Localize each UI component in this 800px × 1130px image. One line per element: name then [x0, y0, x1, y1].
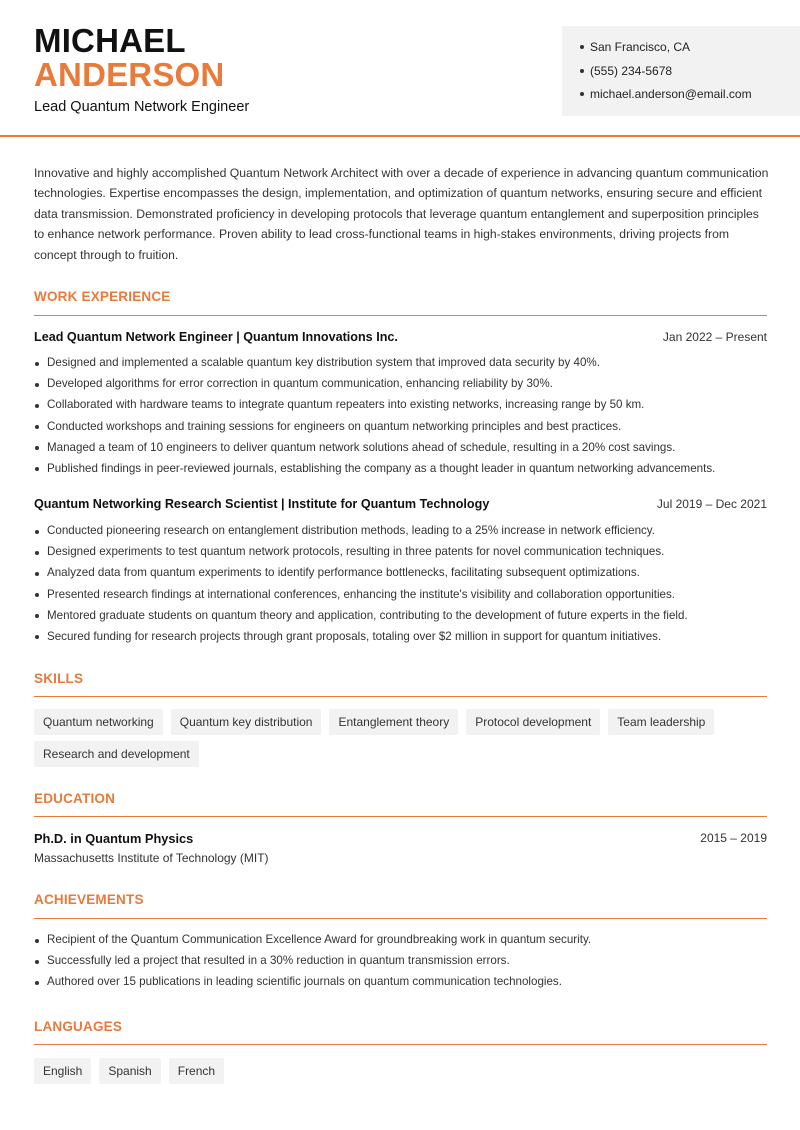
education-school: Massachusetts Institute of Technology (MIT) [34, 851, 269, 865]
language-chip: Spanish [99, 1058, 160, 1084]
job-2-dates: Jul 2019 – Dec 2021 [656, 497, 767, 511]
contact-email: michael.anderson@email.com [580, 86, 800, 110]
list-item: Designed and implemented a scalable quantum key distribution system that improved data security by 40%. [34, 355, 774, 376]
section-divider [34, 696, 767, 697]
job-title: Lead Quantum Network Engineer [34, 99, 250, 115]
section-divider [34, 1044, 767, 1045]
skills-heading: SKILLS [34, 671, 84, 686]
job-1-heading: Lead Quantum Network Engineer | Quantum Innovations Inc. [34, 330, 398, 344]
list-item: Published findings in peer-reviewed journals, establishing the company as a thought leader in quantum networking advancements. [34, 461, 774, 482]
section-divider [34, 315, 767, 316]
last-name: ANDERSON [34, 56, 225, 93]
list-item: Designed experiments to test quantum network protocols, resulting in three patents for novel communication techniques. [34, 544, 774, 565]
summary: Innovative and highly accomplished Quantum Network Architect with over a decade of experience in advancing quantum communication technologies. Expertise encompasses the design, implementation, and optimization of quantum networks, ensuring secure and efficient data transmission. Demonstrated proficiency in developing protocols that leverage quantum entanglement and superposition principles to enhance network performance. Proven ability to lead cross-functional teams in high-stakes environments, driving projects from concept through to fruition. [34, 166, 769, 262]
list-item: Mentored graduate students on quantum theory and application, contributing to the development of future experts in the field. [34, 608, 774, 629]
skill-chip: Quantum networking [34, 709, 163, 735]
language-chip: French [169, 1058, 224, 1084]
achievements-heading: ACHIEVEMENTS [34, 892, 144, 907]
contact-box [562, 26, 800, 116]
list-item: Analyzed data from quantum experiments to identify performance bottlenecks, facilitating subsequent optimizations. [34, 565, 774, 586]
job-1-bullets [34, 355, 774, 482]
languages-list [34, 1058, 774, 1084]
work-experience-heading: WORK EXPERIENCE [34, 289, 171, 304]
list-item: Conducted workshops and training sessions for engineers on quantum networking principles and best practices. [34, 419, 774, 440]
list-item: Recipient of the Quantum Communication Excellence Award for groundbreaking work in quantum security. [34, 932, 774, 953]
list-item: Managed a team of 10 engineers to deliver quantum network solutions ahead of schedule, resulting in a 20% cost savings. [34, 440, 774, 461]
list-item: Presented research findings at international conferences, enhancing the institute's visibility and collaboration opportunities. [34, 587, 774, 608]
skill-chip: Protocol development [466, 709, 600, 735]
education-dates: 2015 – 2019 [700, 831, 767, 845]
skill-chip: Research and development [34, 741, 199, 767]
list-item: Successfully led a project that resulted in a 30% reduction in quantum transmission errors. [34, 953, 774, 974]
section-divider [34, 816, 767, 817]
contact-phone: (555) 234-5678 [580, 63, 800, 87]
job-2-heading: Quantum Networking Research Scientist | Institute for Quantum Technology [34, 497, 490, 511]
list-item: Authored over 15 publications in leading scientific journals on quantum communication technologies. [34, 974, 774, 995]
achievements-list [34, 932, 774, 996]
job-2-bullets [34, 523, 774, 650]
list-item: Conducted pioneering research on entanglement distribution methods, leading to a 25% increase in network efficiency. [34, 523, 774, 544]
job-entry-2-header [34, 497, 767, 511]
education-degree: Ph.D. in Quantum Physics [34, 831, 194, 846]
job-1-dates: Jan 2022 – Present [662, 330, 767, 344]
job-entry-1-header [34, 330, 767, 344]
languages-heading: LANGUAGES [34, 1019, 123, 1034]
skill-chip: Quantum key distribution [171, 709, 322, 735]
contact-location: San Francisco, CA [580, 39, 800, 63]
skill-chip: Team leadership [608, 709, 714, 735]
resume-header [0, 0, 800, 137]
list-item: Secured funding for research projects through grant proposals, totaling over $2 million in support for quantum initiatives. [34, 629, 774, 650]
language-chip: English [34, 1058, 91, 1084]
first-name: MICHAEL [34, 22, 186, 59]
skill-chip: Entanglement theory [329, 709, 458, 735]
list-item: Collaborated with hardware teams to integrate quantum repeaters into existing networks, increasing range by 50 km. [34, 397, 774, 418]
education-heading: EDUCATION [34, 791, 116, 806]
skills-list [34, 709, 774, 767]
list-item: Developed algorithms for error correction in quantum communication, enhancing reliability by 30%. [34, 376, 774, 397]
section-divider [34, 918, 767, 919]
